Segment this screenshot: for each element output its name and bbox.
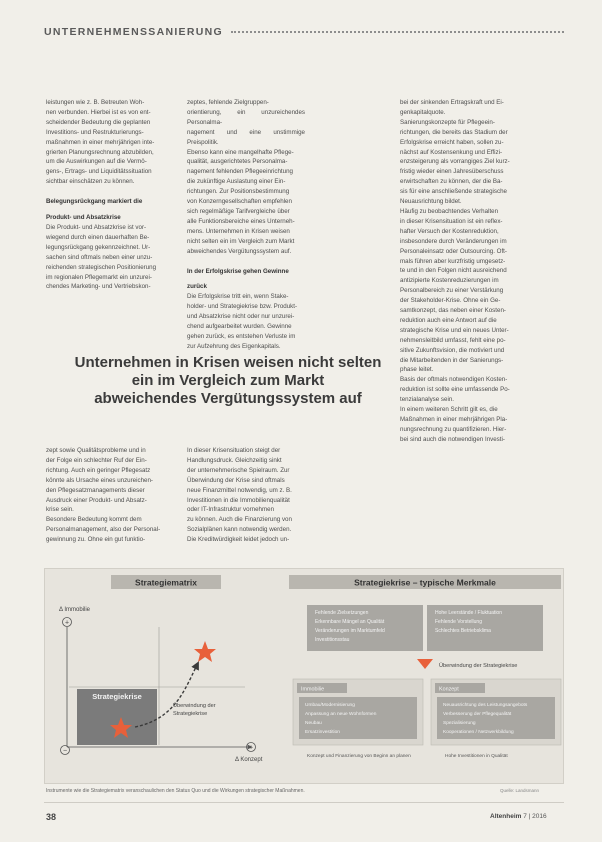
col-top-3-line: Erfolgskrise erreicht haben, sollen zu- <box>400 138 504 146</box>
col-top-3-line: Maßnahmen in einer mehrjährigen Pla- <box>400 416 508 423</box>
col-top-2-line: mens. Unternehmen in Krisen weisen <box>187 227 290 235</box>
col-top-3-line: nehmensleitbild umfasst, fehlt eine po- <box>400 336 506 344</box>
features-left-item-1: Fehlende Zielsetzungen <box>315 610 369 616</box>
col-top-3-line: in dieser Krisensituation ist ein reflex- <box>400 217 503 225</box>
col-top-2-line: richtungen. Zur Positionsbestimmung <box>187 188 290 196</box>
features-left-item-2: Erkennbare Mängel an Qualität <box>315 619 385 625</box>
col-top-2-line: von Konzerngesellschaften empfehlen <box>187 198 292 206</box>
col-top-2-line: holder- und Strategiekrise bzw. Produkt- <box>187 303 298 311</box>
figure-source: Quelle: Landsmann <box>500 788 540 793</box>
col-top-2-line: orientierung, ein unzureichendes Personalma- <box>187 108 305 126</box>
col-top-3-line: mals führen aber kurzfristig umgesetz- <box>400 257 506 265</box>
col-top-1-line: grierten Planungsrechnung abzubilden, <box>46 148 154 156</box>
col-top-3-line: bei der sinkenden Ertragskraft und Ei- <box>400 99 504 106</box>
col-bottom-2-line: oder IT-Infrastruktur vornehmen <box>187 506 275 514</box>
col-bottom-1-line: der Folge ein schlechter Ruf der Ein- <box>46 456 147 464</box>
col-top-1-line: im regionalen Pflegemarkt ein unzurei- <box>46 273 152 281</box>
col-top-3-line: Personalbereich zu einer Verstärkung <box>400 287 504 295</box>
col-top-2-line: gehen zurück, es entstehen Verluste im <box>187 332 296 340</box>
figure-caption: Instrumente wie die Strategiematrix veranschaulichen den Status Quo und die Wirkungen strategischer Maßnahmen. <box>46 788 305 794</box>
col-top-2-line: alle Funktionsbereiche eines Unterneh- <box>187 217 295 225</box>
col-top-1-line: chendes Marketing- und Vertriebskon- <box>46 283 151 291</box>
col-top-3-line: insbesondere durch Veränderungen im <box>400 237 507 245</box>
col-bottom-1-line: krise sein. <box>46 506 74 514</box>
features-left-item-4: Investitionsstau <box>315 637 350 643</box>
col-top-1-line: sachen sind oftmals neben einer unzu- <box>46 253 153 261</box>
col-top-1-line: legungsrückgang gekennzeichnet. Ur- <box>46 243 151 251</box>
col-top-2-line: und Absatzkrise nicht oder nur unzurei- <box>187 313 295 321</box>
pull-quote-line-2: ein im Vergleich zum Markt <box>131 372 325 389</box>
matrix-title: Strategiematrix <box>135 577 197 588</box>
col-top-2-line: zur Aufzehrung des Eigenkapitals. <box>187 342 281 350</box>
col-bottom-1-line: gewinnung zu. Ohne ein gut funktio- <box>46 536 146 544</box>
col-top-2-line: sich regelmäßige Tarifvergleiche über <box>187 207 290 215</box>
col-top-2-line: zeptes, fehlende Zielgruppen- <box>187 99 269 106</box>
footer-magazine <box>490 813 547 820</box>
col-bottom-2-line: der unternehmerische Spielraum. Zur <box>187 466 290 474</box>
col-top-3-line: te und in den Folgen nicht ausreichend <box>400 267 507 275</box>
col-top-3-line: enzsteigerung als vorrangiges Ziel kurz- <box>400 158 510 166</box>
y-plus-symbol: + <box>64 619 70 627</box>
x-axis-label: Δ Konzept <box>235 757 263 763</box>
col-top-1-line: maßnahmen in einer mehrjährigen inte- <box>46 138 155 146</box>
col-top-2-line: nagement und eine unstimmige Preispolitik. <box>187 128 305 146</box>
col-top-3-line: reduktion auch eine Antwort auf die <box>400 316 497 324</box>
col-top-2-line: die zukünftige Auslastung einer Ein- <box>187 178 286 186</box>
solution-right-item-2: Verbesserung der Pflegequalität <box>443 712 512 717</box>
col-top-1-line: Investitions- und Restrukturierungs- <box>46 128 144 136</box>
col-bottom-1-line: zept sowie Qualitätsprobleme und in <box>46 447 146 454</box>
col-top-1-line: gens-, Ertrags- und Liquiditätssituation <box>46 168 152 176</box>
col-top-1-line: sichtbar einschätzen zu können. <box>46 178 135 186</box>
section-header <box>44 24 564 40</box>
col-top-3-line: richtungen, die bereits das Stadium der <box>400 128 508 136</box>
col-top-2-line: qualität, ausgerichtetes Personalma- <box>187 158 288 166</box>
magazine-issue: 7 | 2016 <box>523 813 547 820</box>
col-top-2-line: Ebenso kann eine mangelhafte Pflege- <box>187 148 294 156</box>
col-top-1-line: leistungen wie z. B. Betreuten Woh- <box>46 99 145 106</box>
down-arrow-icon <box>417 659 433 669</box>
col-top-1-line: Die Produkt- und Absatzkrise ist vor- <box>46 223 147 231</box>
col-bottom-1-line: richtung. Auch ein geringer Pflegesatz <box>46 466 151 474</box>
col-bottom-1-line: den Pflegesatzmanagements dieser <box>46 486 145 494</box>
col-top-3-line: nungsrechnung zu quantifizieren. Hier- <box>400 425 507 433</box>
page-number: 38 <box>46 812 57 822</box>
col-top-3-line: strategische Krise und ein neues Unter- <box>400 326 509 334</box>
col-top-3-line: antizipierte Kostenreduzierungen im <box>400 277 499 285</box>
col-bottom-1-line: könnte als Ursache eines unzureichen- <box>46 476 153 484</box>
col-top-3-line: genkapitalquote. <box>400 108 446 116</box>
solution-left-item-4: Ersatzinvestition <box>305 730 340 735</box>
section-title: UNTERNEHMENSSANIERUNG <box>44 26 223 38</box>
col-top-2-subheading: zurück <box>187 283 207 291</box>
text-column-top-3 <box>400 98 520 546</box>
text-column-bottom-2 <box>187 446 305 546</box>
features-left-item-3: Veränderungen im Marktumfeld <box>315 628 385 634</box>
col-top-3-line: die Mitarbeitenden in der Sanierungs- <box>400 356 504 364</box>
x-plus-symbol: + <box>248 744 254 752</box>
col-top-3-line: bei sind auch die notwendigen Investi- <box>400 435 505 443</box>
y-axis-label: Δ Immobilie <box>59 607 91 613</box>
col-bottom-2-line: zu können. Auch die Finanzierung von <box>187 516 292 524</box>
solution-left-note: Konzept und Finanzierung von Beginn an planen <box>307 754 411 759</box>
solution-left-item-1: Umbau/Modernisierung <box>305 703 355 708</box>
text-column-top-1 <box>46 98 164 354</box>
col-top-1-subheading: Belegungsrückgang markiert die <box>46 198 143 206</box>
pull-quote <box>44 354 412 408</box>
solution-right-item-1: Neuausrichtung des Leistungsangebots <box>443 703 528 708</box>
col-top-3-line: In einem weiteren Schritt gilt es, die <box>400 406 498 414</box>
solution-left-item-3: Neubau <box>305 721 322 726</box>
magazine-name: Altenheim <box>490 813 522 820</box>
col-bottom-2-line: Investitionen in die Immobilienqualität <box>187 496 290 504</box>
arrow-label-line-1: Überwindung der <box>173 703 216 709</box>
features-right-item-2: Fehlende Vorstellung <box>435 619 482 625</box>
solution-right-title: Konzept <box>439 686 459 693</box>
text-column-top-2 <box>187 98 305 354</box>
col-top-1-line: reichenden strategischen Positionierung <box>46 263 157 271</box>
pull-quote-line-1: Unternehmen in Krisen weisen nicht selten <box>74 354 382 371</box>
col-top-1-spacer <box>46 187 164 191</box>
col-bottom-1-line: Besondere Bedeutung kommt dem <box>46 516 142 524</box>
matrix-panel <box>49 573 259 781</box>
col-bottom-2-line: Sozialplänen kann notwendig werden. <box>187 526 292 534</box>
col-top-3-line: Neuausrichtung bildet. <box>400 198 462 206</box>
features-right-item-1: Hohe Leerstände / Fluktuation <box>435 610 502 616</box>
text-column-bottom-1 <box>46 446 164 546</box>
col-top-3-line: reduktion ist sollte eine umfassende Po- <box>400 386 510 394</box>
col-top-3-line: Sanierungskonzepte für Pflegeein- <box>400 118 495 126</box>
solution-right-item-4: Kooperationen / Netzwerkbildung <box>443 730 514 735</box>
solution-right-note: Hohe Investitionen in Qualität <box>445 754 508 759</box>
col-top-3-line: hafter Versuch der Kostenreduktion, <box>400 227 499 235</box>
features-title: Strategiekrise – typische Merkmale <box>354 577 496 588</box>
solution-left-title: Immobilie <box>301 686 325 693</box>
strategy-figure <box>44 568 564 784</box>
col-top-3-line: sis für eine anschließende strategische <box>400 188 507 196</box>
col-bottom-1-line: Ausdruck einer Produkt- und Absatz- <box>46 496 147 504</box>
col-bottom-2-line: In dieser Krisensituation steigt der <box>187 447 281 454</box>
col-top-2-subheading: In der Erfolgskrise gehen Gewinne <box>187 267 289 275</box>
col-top-3-line: samtkonzept, das neben einer Kosten- <box>400 307 506 315</box>
col-bottom-2-line: Die Kreditwürdigkeit leidet jedoch un- <box>187 536 290 544</box>
col-top-3-line: fristig wieder einen Jahresüberschuss <box>400 168 504 176</box>
col-top-3-line: tenzialanalyse sein. <box>400 396 455 404</box>
col-top-2-line: nagement fehlenden Pflegeeinrichtung <box>187 168 293 176</box>
col-top-1-subheading: Produkt- und Absatzkrise <box>46 214 121 222</box>
col-bottom-2-line: Handlungsdruck. Gleichzeitig sinkt <box>187 456 282 464</box>
footer-divider <box>44 802 564 803</box>
col-top-3-line: nächst auf Kostensenkung und Effizi- <box>400 148 503 156</box>
col-top-1-line: scheidender Bedeutung die geplanten <box>46 118 151 126</box>
col-top-3-line: sitive Zukunftsvision, die motiviert und <box>400 346 505 354</box>
col-top-1-line: um die Auswirkungen auf die Vermö- <box>46 158 147 166</box>
col-top-1-line: wiegend durch einen dauerhaften Be- <box>46 233 150 241</box>
col-top-2-spacer <box>187 257 305 261</box>
header-dotted-rule <box>231 31 564 33</box>
solution-right-item-3: Spezialisierung <box>443 721 476 726</box>
col-top-3-line: phase leitet. <box>400 366 434 374</box>
col-top-3-line: der Stakeholder-Krise. Ohne ein Ge- <box>400 297 501 305</box>
col-bottom-2-line: Überwindung der Krise sind oftmals <box>187 476 285 484</box>
col-top-2-line: nicht selten ein im Vergleich zum Markt <box>187 237 295 245</box>
col-top-2-line: abweichendes Vergütungssystem auf. <box>187 247 292 255</box>
col-bottom-2-line: neue Finanzmittel notwendig, um z. B. <box>187 486 292 494</box>
crisis-quadrant-label: Strategiekrise <box>92 692 142 701</box>
col-top-2-line: Die Erfolgskrise tritt ein, wenn Stake- <box>187 293 289 301</box>
col-top-3-line: Personaleinsatz oder Outsourcing. Oft- <box>400 247 507 255</box>
col-top-2-line: chend aufgearbeitet wurden. Gewinne <box>187 323 292 331</box>
overcome-label: Überwindung der Strategiekrise <box>439 663 518 669</box>
arrow-label-line-2: Strategiekrise <box>173 711 208 717</box>
col-top-3-line: Häufig zu beobachtendes Verhalten <box>400 207 499 215</box>
col-bottom-1-line: Personalmanagement, also der Personal- <box>46 526 161 534</box>
features-right-item-3: Schlechtes Betriebsklima <box>435 628 491 634</box>
col-top-3-line: erwirtschaften zu können, der die Ba- <box>400 178 503 186</box>
pull-quote-line-3: abweichendes Vergütungssystem auf <box>94 390 362 407</box>
solution-left-item-2: Anpassung an neue Wohnformen <box>305 712 377 717</box>
col-top-1-line: nen verbunden. Hierbei ist es von ent- <box>46 108 151 116</box>
origin-minus-symbol: − <box>62 747 68 755</box>
strategy-figure-svg <box>45 569 565 785</box>
col-top-3-line: Basis der oftmals notwendigen Kosten- <box>400 376 508 384</box>
